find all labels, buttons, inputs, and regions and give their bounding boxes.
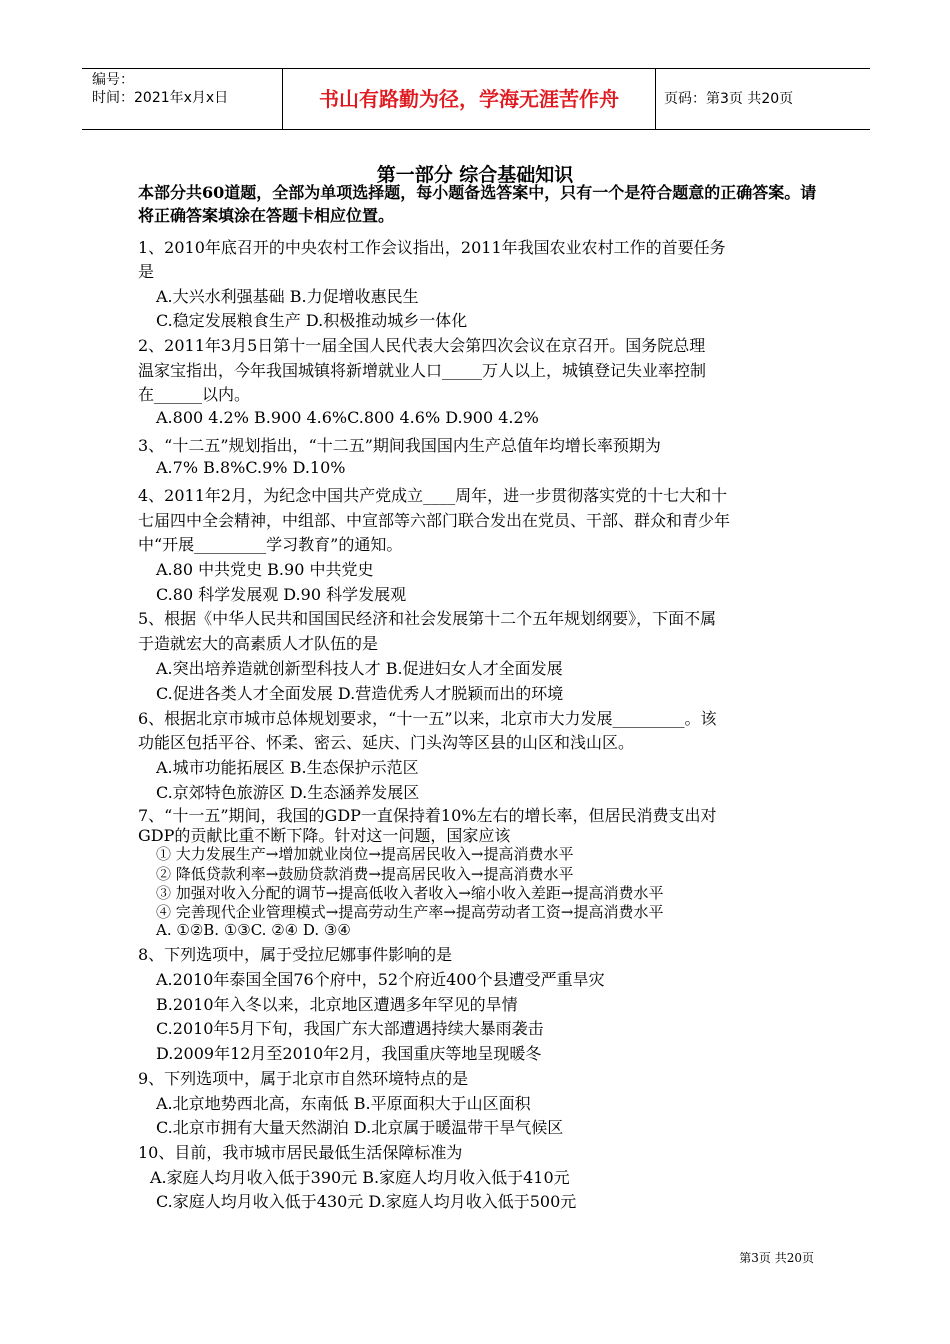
question-line: 七届四中全会精神，中组部、中宣部等六部门联合发出在党员、干部、群众和青少年 (138, 511, 731, 530)
document-date: 时间：2021年x月x日 (92, 90, 229, 106)
answer-option: A.突出培养造就创新型科技人才 B.促进妇女人才全面发展 (156, 659, 563, 678)
question-line: 3、“十二五”规划指出，“十二五”期间我国国内生产总值年均增长率预期为 (138, 436, 661, 455)
header-meta (82, 69, 282, 129)
section-title: 第一部分 综合基础知识 (376, 164, 574, 186)
question-line: 中“开展_________学习教育”的通知。 (138, 535, 403, 554)
statement-option: ② 降低贷款利率→鼓励贷款消费→提高居民收入→提高消费水平 (156, 865, 574, 883)
question-line: 6、根据北京市城市总体规划要求，“十一五”以来，北京市大力发展_________。该 (138, 709, 717, 728)
statement-option: ④ 完善现代企业管理模式→提高劳动生产率→提高劳动者工资→提高消费水平 (156, 903, 664, 921)
page-header (82, 68, 870, 130)
statement-option: ③ 加强对收入分配的调节→提高低收入者收入→缩小收入差距→提高消费水平 (156, 884, 664, 902)
answer-option: C.80 科学发展观 D.90 科学发展观 (156, 585, 407, 604)
question-line: 温家宝指出，今年我国城镇将新增就业人口_____万人以上，城镇登记失业率控制 (138, 361, 707, 380)
answer-option: A.家庭人均月收入低于390元 B.家庭人均月收入低于410元 (150, 1168, 570, 1187)
question-line: 于造就宏大的高素质人才队伍的是 (138, 634, 379, 653)
answer-option: A.城市功能拓展区 B.生态保护示范区 (156, 758, 419, 777)
answer-option: A.2010年泰国全国76个府中，52个府近400个县遭受严重旱灾 (156, 970, 605, 989)
statement-option: ① 大力发展生产→增加就业岗位→提高居民收入→提高消费水平 (156, 845, 574, 863)
question-line: 功能区包括平谷、怀柔、密云、延庆、门头沟等区县的山区和浅山区。 (138, 733, 635, 752)
answer-option: C.促进各类人才全面发展 D.营造优秀人才脱颖而出的环境 (156, 684, 564, 703)
footer-page-number: 第3页 共20页 (739, 1251, 814, 1265)
question-line: 是 (138, 262, 155, 281)
answer-option: C.2010年5月下旬，我国广东大部遭遇持续大暴雨袭击 (156, 1019, 544, 1038)
question-line: 8、下列选项中，属于受拉尼娜事件影响的是 (138, 945, 453, 964)
answer-option: A. ①②B. ①③C. ②④ D. ③④ (156, 921, 351, 939)
answer-option: A.北京地势西北高，东南低 B.平原面积大于山区面积 (156, 1094, 531, 1113)
answer-option: B.2010年入冬以来，北京地区遭遇多年罕见的旱情 (156, 995, 518, 1014)
answer-option: D.2009年12月至2010年2月，我国重庆等地呈现暖冬 (156, 1044, 542, 1063)
question-line: 4、2011年2月，为纪念中国共产党成立____周年，进一步贯彻落实党的十七大和十 (138, 486, 728, 505)
answer-option: A.80 中共党史 B.90 中共党史 (156, 560, 374, 579)
answer-option: A.800 4.2% B.900 4.6%C.800 4.6% D.900 4.2% (156, 408, 539, 427)
answer-option: A.7% B.8%C.9% D.10% (156, 458, 346, 477)
answer-option: A.大兴水利强基础 B.力促增收惠民生 (156, 287, 419, 306)
question-line: 5、根据《中华人民共和国国民经济和社会发展第十二个五年规划纲要》，下面不属 (138, 609, 717, 628)
question-line: 10、目前，我市城市居民最低生活保障标准为 (138, 1143, 463, 1162)
question-line: 1、2010年底召开的中央农村工作会议指出，2011年我国农业农村工作的首要任务 (138, 238, 726, 257)
answer-option: C.家庭人均月收入低于430元 D.家庭人均月收入低于500元 (156, 1192, 577, 1211)
section-instructions: 本部分共60道题，全部为单项选择题，每小题备选答案中，只有一个是符合题意的正确答案。请将正确答案填涂在答题卡相应位置。 (138, 183, 817, 225)
question-line: 9、下列选项中，属于北京市自然环境特点的是 (138, 1069, 469, 1088)
question-line: GDP的贡献比重不断下降。针对这一问题，国家应该 (138, 826, 511, 845)
header-motto: 书山有路勤为径，学海无涯苦作舟 (282, 69, 656, 129)
question-line: 2、2011年3月5日第十一届全国人民代表大会第四次会议在京召开。国务院总理 (138, 336, 706, 355)
question-line: 在______以内。 (138, 385, 251, 404)
question-line: 7、“十一五”期间，我国的GDP一直保持着10%左右的增长率，但居民消费支出对 (138, 806, 717, 825)
answer-option: C.稳定发展粮食生产 D.积极推动城乡一体化 (156, 311, 468, 330)
header-page-number: 页码：第3页 共20页 (664, 91, 794, 107)
document-number: 编号： (92, 72, 134, 88)
answer-option: C.北京市拥有大量天然湖泊 D.北京属于暖温带干旱气候区 (156, 1118, 564, 1137)
answer-option: C.京郊特色旅游区 D.生态涵养发展区 (156, 783, 420, 802)
